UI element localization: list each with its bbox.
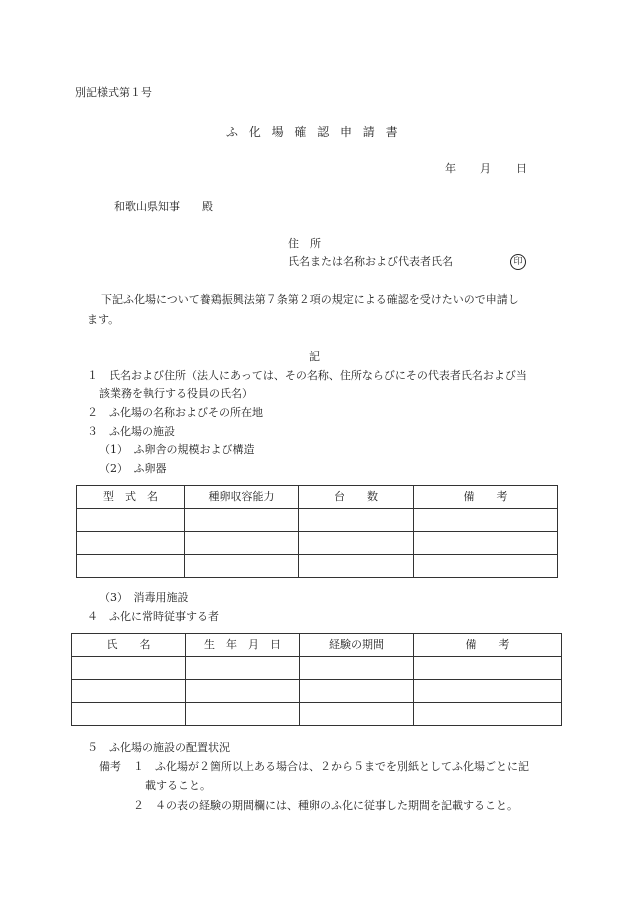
incubator-header-capacity: 種卵収容能力 — [185, 486, 299, 509]
item-3-2: （2） ふ卵器 — [99, 462, 167, 475]
item-3-1: （1） ふ卵舎の規模および構造 — [99, 443, 255, 456]
name-label: 氏名または名称および代表者氏名 — [288, 255, 453, 268]
table-row — [72, 680, 562, 703]
incubator-header-count: 台 数 — [299, 486, 414, 509]
note-2: ２ ４の表の経験の期間欄には、種卵のふ化に従事した期間を記載すること。 — [133, 799, 518, 812]
item-4: ４ ふ化に常時従事する者 — [87, 610, 219, 623]
note-1-line-1: １ ふ化場が２箇所以上ある場合は、２から５までを別紙としてふ化場ごとに記 — [133, 760, 529, 773]
incubator-header-remarks: 備 考 — [414, 486, 558, 509]
form-number: 別記様式第１号 — [75, 86, 152, 99]
date-year: 年 — [445, 162, 456, 175]
item-3-3: （3） 消毒用施設 — [99, 591, 189, 604]
item-3: ３ ふ化場の施設 — [87, 425, 175, 438]
item-1-line-1: １ 氏名および住所（法人にあっては、その名称、住所ならびにその代表者氏名および当 — [87, 369, 527, 382]
date-day: 日 — [516, 162, 527, 175]
ki-heading: 記 — [309, 350, 320, 363]
table-row — [77, 509, 558, 532]
table-row — [77, 532, 558, 555]
staff-table — [71, 633, 562, 726]
staff-header-remarks: 備 考 — [414, 634, 562, 657]
table-row — [77, 555, 558, 578]
incubator-table — [76, 485, 558, 578]
note-1-line-2: 載すること。 — [145, 779, 211, 792]
staff-header-name: 氏 名 — [72, 634, 186, 657]
staff-header-experience: 経験の期間 — [300, 634, 414, 657]
item-5: ５ ふ化場の施設の配置状況 — [87, 741, 230, 754]
item-1-line-2: 該業務を執行する役員の氏名） — [99, 387, 253, 400]
intro-line-1: 下記ふ化場について養鶏振興法第７条第２項の規定による確認を受けたいので申請し — [101, 293, 519, 306]
item-2: ２ ふ化場の名称およびその所在地 — [87, 406, 263, 419]
date-month: 月 — [480, 162, 491, 175]
table-row — [72, 657, 562, 680]
address-label: 住 所 — [288, 237, 321, 250]
table-row — [72, 703, 562, 726]
incubator-header-model: 型 式 名 — [77, 486, 185, 509]
document-title: ふ化場確認申請書 — [226, 125, 409, 139]
intro-line-2: ます。 — [87, 313, 120, 326]
addressee: 和歌山県知事 殿 — [114, 200, 213, 213]
notes-label: 備考 — [99, 760, 121, 773]
seal-mark: 印 — [510, 254, 526, 270]
staff-header-birthdate: 生 年 月 日 — [186, 634, 300, 657]
